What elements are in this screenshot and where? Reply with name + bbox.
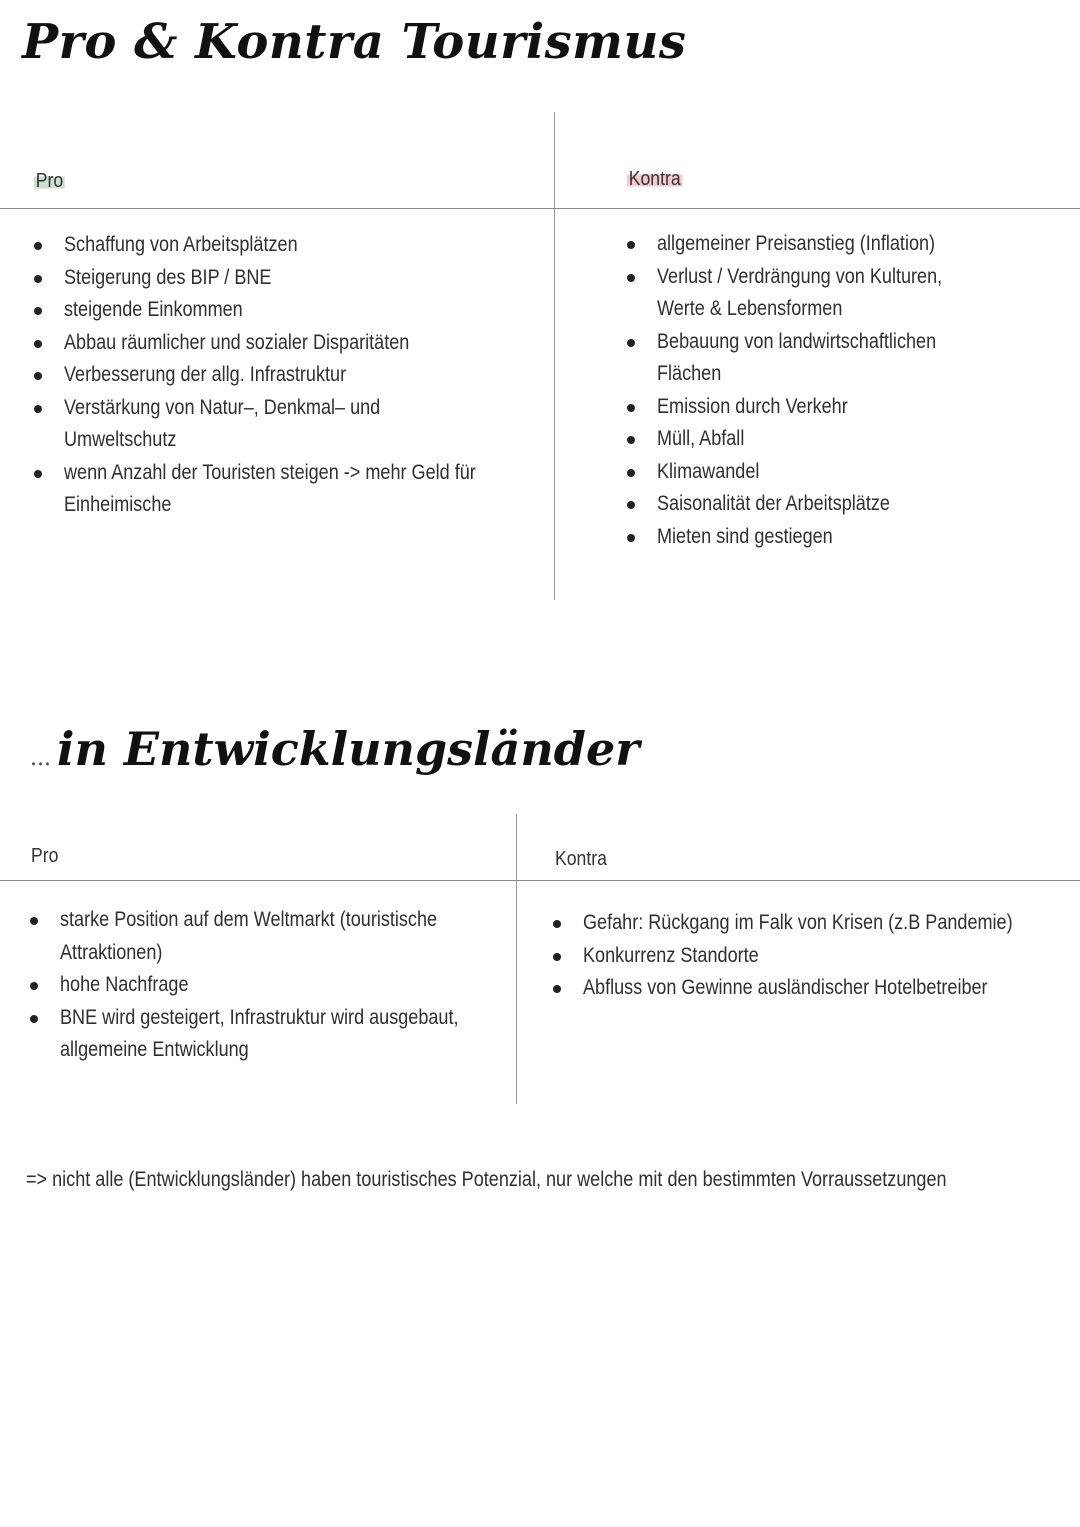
conclusion-text: => nicht alle (Entwicklungsländer) haben touristisches Potenzial, nur welche mit den bestimmten Vorraussetzungen (26, 1168, 947, 1191)
list-item (623, 423, 989, 456)
list-item (30, 392, 543, 457)
list-item-text: Werte & Lebensformen (657, 297, 843, 320)
pro-heading-2: Pro (31, 845, 59, 867)
list-item (30, 262, 543, 295)
list-item (30, 359, 543, 392)
list-item-text: allgemeine Entwicklung (60, 1038, 249, 1061)
pro-heading: Pro (35, 170, 64, 192)
list-item-text: Bebauung von landwirtschaftlichen (657, 329, 937, 353)
list-item-text: Abbau räumlicher und sozialer Disparitäten (64, 330, 410, 354)
list-item-text: hohe Nachfrage (60, 973, 189, 996)
section-title (30, 722, 639, 776)
list-item-text: Verbesserung der allg. Infrastruktur (64, 363, 347, 386)
list-item (26, 904, 523, 969)
list-item (549, 940, 1080, 973)
column-divider (554, 112, 555, 600)
list-item-text: Flächen (657, 362, 722, 385)
list-item (30, 294, 543, 327)
ellipsis: ... (30, 746, 51, 771)
header-divider (0, 208, 1080, 209)
list-item-text: BNE wird gesteigert, Infrastruktur wird ausgebaut, (60, 1005, 459, 1029)
list-item-text: Umweltschutz (64, 428, 177, 451)
list-item (623, 488, 989, 521)
list-item (30, 327, 543, 360)
header-divider-2 (0, 880, 1080, 881)
list-item (30, 229, 543, 262)
list-item-text: Mieten sind gestiegen (657, 524, 833, 548)
contra-heading: Kontra (628, 168, 681, 190)
list-item-text: steigende Einkommen (64, 298, 243, 321)
list-item-text: Gefahr: Rückgang im Falk von Krisen (z.B Pandemie) (583, 911, 1013, 934)
list-item (623, 228, 989, 261)
list-item-text: Steigerung des BIP / BNE (64, 265, 272, 289)
list-item (623, 521, 989, 554)
list-item (30, 457, 543, 522)
list-item-text: Emission durch Verkehr (657, 394, 848, 418)
list-item-text: allgemeiner Preisanstieg (Inflation) (657, 232, 936, 255)
list-item-text: wenn Anzahl der Touristen steigen -> mehr Geld für (64, 460, 476, 484)
pro-list-2 (26, 904, 523, 1067)
contra-heading-2: Kontra (555, 848, 607, 870)
list-item (549, 972, 1080, 1005)
list-item (623, 261, 989, 326)
list-item-text: Verlust / Verdrängung von Kulturen, (657, 264, 943, 288)
list-item (26, 1002, 523, 1067)
contra-list-2 (549, 907, 1080, 1005)
list-item-text: Müll, Abfall (657, 427, 745, 450)
list-item-text: Abfluss von Gewinne ausländischer Hotelbetreiber (583, 976, 988, 999)
list-item (623, 456, 989, 489)
list-item-text: starke Position auf dem Weltmarkt (touristische (60, 908, 438, 931)
list-item (623, 326, 989, 391)
list-item (26, 969, 523, 1002)
pro-list (30, 229, 543, 522)
list-item-text: Einheimische (64, 493, 172, 516)
list-item (623, 391, 989, 424)
list-item (549, 907, 1080, 940)
page-title: Pro & Kontra Tourismus (22, 14, 687, 70)
list-item-text: Schaffung von Arbeitsplätzen (64, 233, 298, 256)
section-title-text: in Entwicklungsländer (56, 722, 640, 776)
list-item-text: Saisonalität der Arbeitsplätze (657, 492, 890, 515)
contra-list (623, 228, 989, 553)
list-item-text: Verstärkung von Natur–, Denkmal– und (64, 395, 381, 419)
list-item-text: Klimawandel (657, 459, 760, 483)
list-item-text: Attraktionen) (60, 940, 163, 964)
list-item-text: Konkurrenz Standorte (583, 943, 759, 967)
